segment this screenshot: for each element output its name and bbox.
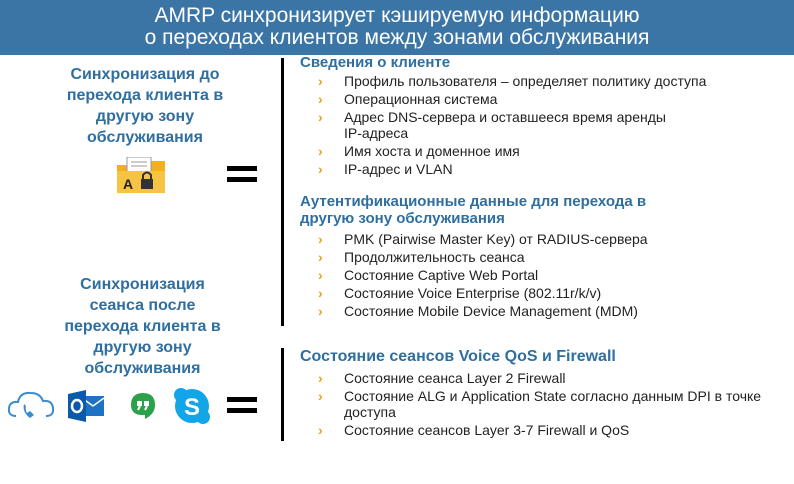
- auth-data-list: [318, 231, 778, 321]
- list-item: › Продолжительность сеанса: [318, 249, 525, 265]
- list-item: › Имя хоста и доменное имя: [318, 143, 520, 159]
- cloud-phone-icon: [6, 388, 58, 429]
- hangouts-icon: [130, 392, 156, 425]
- list-item: › Операционная система: [318, 91, 498, 107]
- list-item: › Адрес DNS-сервера и оставшееся время аренды IP-адреса: [318, 109, 666, 141]
- slide-header: [0, 0, 794, 55]
- list-item: › Состояние Captive Web Portal: [318, 267, 539, 283]
- list-item: › Состояние ALG и Application State согласно данным DPI в точке доступа: [318, 388, 762, 420]
- list-item: › PMK (Pairwise Master Key) от RADIUS-сервера: [318, 231, 648, 247]
- list-item: › IP-адрес и VLAN: [318, 161, 453, 177]
- auth-data-title: Аутентификационные данные для перехода в другую зону обслуживания: [300, 193, 647, 227]
- skype-icon: [172, 386, 212, 431]
- folder-lock-icon: [115, 157, 167, 200]
- svg-text:A: A: [123, 176, 134, 192]
- list-item: › Профиль пользователя – определяет политику доступа: [318, 73, 707, 89]
- equals-sign-bottom: [227, 397, 257, 419]
- svg-text:S: S: [184, 394, 201, 421]
- session-state-list: [318, 370, 788, 440]
- equals-sign-top: [227, 166, 257, 188]
- divider-line-bottom: [281, 348, 284, 441]
- list-item: › Состояние Voice Enterprise (802.11r/k/v): [318, 285, 602, 301]
- header-line-2: о переходах клиентов между зонами обслуживания: [144, 26, 650, 49]
- outlook-icon: [68, 390, 106, 427]
- sync-after-title: Синхронизация сеанса после перехода клиента в другую зону обслуживания: [64, 276, 221, 377]
- header-line-1: AMRP синхронизирует кэшируемую информацию: [154, 4, 640, 27]
- sync-before-title: Синхронизация до перехода клиента в другую зону обслуживания: [66, 66, 224, 146]
- client-info-title: Сведения о клиенте: [300, 54, 451, 71]
- divider-line-top: [281, 58, 284, 326]
- list-item: › Состояние Mobile Device Management (MDM): [318, 303, 638, 319]
- client-info-list: [318, 73, 778, 179]
- list-item: › Состояние сеансов Layer 3-7 Firewall и QoS: [318, 422, 630, 438]
- list-item: › Состояние сеанса Layer 2 Firewall: [318, 370, 566, 386]
- session-state-title: Состояние сеансов Voice QoS и Firewall: [300, 348, 616, 365]
